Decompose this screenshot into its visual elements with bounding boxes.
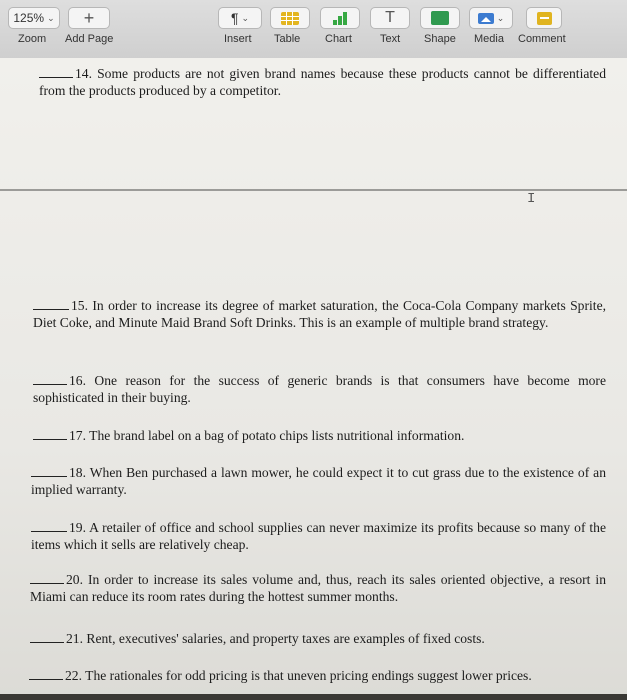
- chevron-down-icon: ⌄: [496, 12, 505, 23]
- add-page-label: Add Page: [65, 33, 114, 45]
- media-icon: [478, 13, 494, 24]
- question-text: 19. A retailer of office and school supplies can never maximize its profits because so many of the items which it sells are relatively cheap.: [31, 520, 606, 552]
- insert-button[interactable]: [218, 7, 262, 29]
- zoom-value: 125%: [13, 11, 45, 25]
- media-label: Media: [474, 33, 504, 45]
- bottom-edge: [0, 694, 627, 700]
- plus-icon: +: [83, 7, 95, 28]
- question-text: 14. Some products are not given brand names because these products cannot be differentiated from the products produced by a competitor.: [39, 66, 606, 98]
- text-cursor-icon: I: [527, 191, 536, 207]
- answer-blank[interactable]: [31, 519, 67, 532]
- question-text: 17. The brand label on a bag of potato chips lists nutritional information.: [69, 428, 465, 443]
- chart-label: Chart: [325, 33, 352, 45]
- question-item: [31, 464, 606, 498]
- question-text: 20. In order to increase its sales volume and, thus, reach its sales oriented objective, a resort in Miami can reduce its room rates during the hottest summer months.: [30, 572, 606, 604]
- question-item: [39, 65, 606, 99]
- table-button[interactable]: [270, 7, 310, 29]
- question-text: 18. When Ben purchased a lawn mower, he could expect it to cut grass due to the existence of an implied warranty.: [31, 465, 606, 497]
- paragraph-icon: ¶: [230, 10, 239, 26]
- media-button[interactable]: [469, 7, 513, 29]
- toolbar: [0, 0, 627, 59]
- chart-icon: [331, 12, 349, 25]
- comment-icon: [537, 12, 552, 25]
- answer-blank[interactable]: [29, 667, 63, 680]
- answer-blank[interactable]: [30, 571, 64, 584]
- chevron-down-icon: ⌄: [241, 12, 250, 23]
- question-item: [33, 372, 606, 406]
- zoom-label: Zoom: [18, 33, 47, 45]
- text-button[interactable]: [370, 7, 410, 29]
- question-item: [29, 667, 606, 684]
- zoom-dropdown[interactable]: [8, 7, 60, 29]
- answer-blank[interactable]: [30, 630, 64, 643]
- insert-label: Insert: [224, 33, 252, 45]
- chevron-down-icon: ⌄: [47, 12, 55, 23]
- question-text: 16. One reason for the success of generic brands is that consumers have become more sophisticated in their buying.: [33, 373, 606, 405]
- shape-icon: [431, 11, 449, 25]
- question-text: 22. The rationales for odd pricing is that uneven pricing endings suggest lower prices.: [65, 668, 532, 683]
- question-item: [33, 297, 606, 331]
- table-icon: [281, 12, 299, 25]
- question-item: [31, 519, 606, 553]
- add-page-button[interactable]: [68, 7, 110, 29]
- answer-blank[interactable]: [31, 464, 67, 477]
- answer-blank[interactable]: [33, 427, 67, 440]
- question-item: [30, 630, 606, 647]
- answer-blank[interactable]: [39, 65, 73, 78]
- question-item: [30, 571, 606, 605]
- chart-button[interactable]: [320, 7, 360, 29]
- document-page[interactable]: [0, 58, 627, 700]
- shape-button[interactable]: [420, 7, 460, 29]
- text-label: Text: [380, 33, 401, 45]
- table-label: Table: [274, 33, 301, 45]
- shape-label: Shape: [424, 33, 456, 45]
- question-text: 15. In order to increase its degree of market saturation, the Coca-Cola Company markets Sprite, Diet Coke, and Minute Maid Brand Soft Drinks. This is an example of multiple brand strategy.: [33, 298, 606, 330]
- question-text: 21. Rent, executives' salaries, and property taxes are examples of fixed costs.: [66, 631, 485, 646]
- comment-label: Comment: [518, 33, 566, 45]
- answer-blank[interactable]: [33, 297, 69, 310]
- answer-blank[interactable]: [33, 372, 67, 385]
- comment-button[interactable]: [526, 7, 562, 29]
- question-item: [33, 427, 606, 444]
- text-icon: T: [385, 9, 395, 26]
